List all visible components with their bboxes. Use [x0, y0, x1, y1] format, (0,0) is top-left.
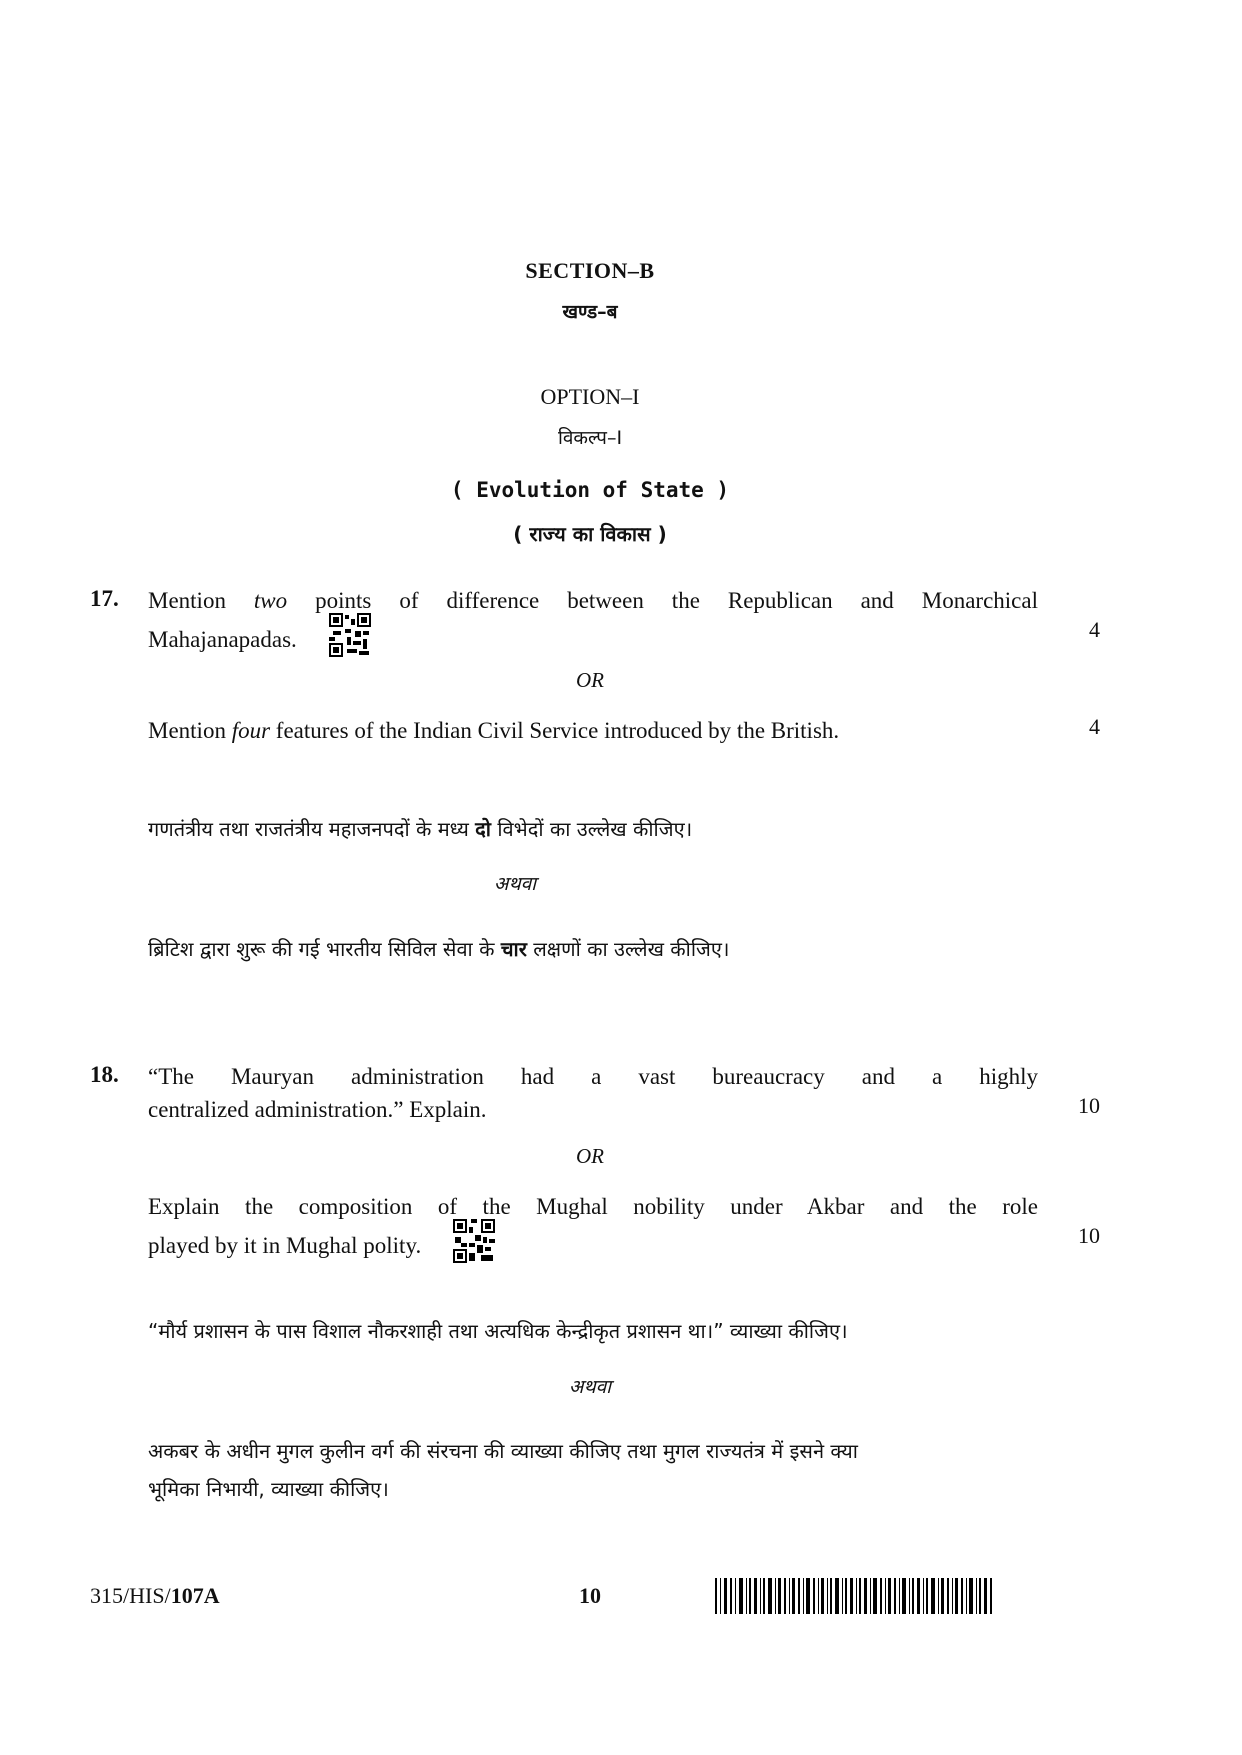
topic-title: ( Evolution of State ): [450, 478, 730, 502]
qr-code-icon: [453, 1219, 495, 1272]
question-17-marks-a: 4: [1089, 617, 1100, 642]
athva-divider: अथवा: [493, 873, 537, 895]
question-18-hindi-b-line1: अकबर के अधीन मुगल कुलीन वर्ग की संरचना की व्याख्या कीजिए तथा मुगल राज्यतंत्र में इसने क्या: [148, 1439, 858, 1463]
question-17-number: 17.: [90, 586, 119, 611]
question-17-part-a-line2: Mahajanapadas.: [148, 617, 1038, 666]
question-17-part-a-line1: Mention two points of difference between the Republican and Monarchical: [148, 588, 1038, 613]
or-divider: OR: [576, 668, 604, 692]
question-18-marks-a: 10: [1078, 1093, 1100, 1118]
option-title-hindi: विकल्प–I: [557, 427, 623, 449]
athva-divider: अथवा: [568, 1376, 612, 1398]
question-17-marks-b: 4: [1089, 714, 1100, 739]
question-18-part-a-line1: “The Mauryan administration had a vast bureaucracy and a highly: [148, 1064, 1038, 1089]
question-17-hindi-a: गणतंत्रीय तथा राजतंत्रीय महाजनपदों के मध्य दो विभेदों का उल्लेख कीजिए।: [148, 817, 693, 841]
question-18-marks-b: 10: [1078, 1223, 1100, 1248]
question-17-hindi-b: ब्रिटिश द्वारा शुरू की गई भारतीय सिविल सेवा के चार लक्षणों का उल्लेख कीजिए।: [148, 937, 730, 961]
question-18-hindi-a: “मौर्य प्रशासन के पास विशाल नौकरशाही तथा अत्यधिक केन्द्रीकृत प्रशासन था।” व्याख्या कीजिए।: [148, 1319, 848, 1343]
qr-code-icon: [329, 613, 371, 666]
question-18-part-b-line2: played by it in Mughal polity.: [148, 1223, 1038, 1272]
question-18-hindi-b-line2: भूमिका निभायी, व्याख्या कीजिए।: [148, 1477, 389, 1501]
question-18-part-a-line2: centralized administration.” Explain.: [148, 1097, 487, 1122]
section-title: SECTION–B: [525, 258, 655, 283]
question-18-part-b-line1: Explain the composition of the Mughal nobility under Akbar and the role: [148, 1194, 1038, 1219]
paper-code: 315/HIS/107A: [90, 1583, 220, 1608]
section-title-hindi: खण्ड–ब: [562, 301, 618, 323]
or-divider: OR: [576, 1144, 604, 1168]
option-title: OPTION–I: [540, 384, 640, 409]
topic-title-hindi: ( राज्य का विकास ): [513, 522, 667, 546]
barcode-icon: [715, 1578, 995, 1618]
question-18-number: 18.: [90, 1062, 119, 1087]
page-number: 10: [579, 1583, 601, 1608]
question-17-part-b: Mention four features of the Indian Civil Service introduced by the British.: [148, 718, 840, 743]
